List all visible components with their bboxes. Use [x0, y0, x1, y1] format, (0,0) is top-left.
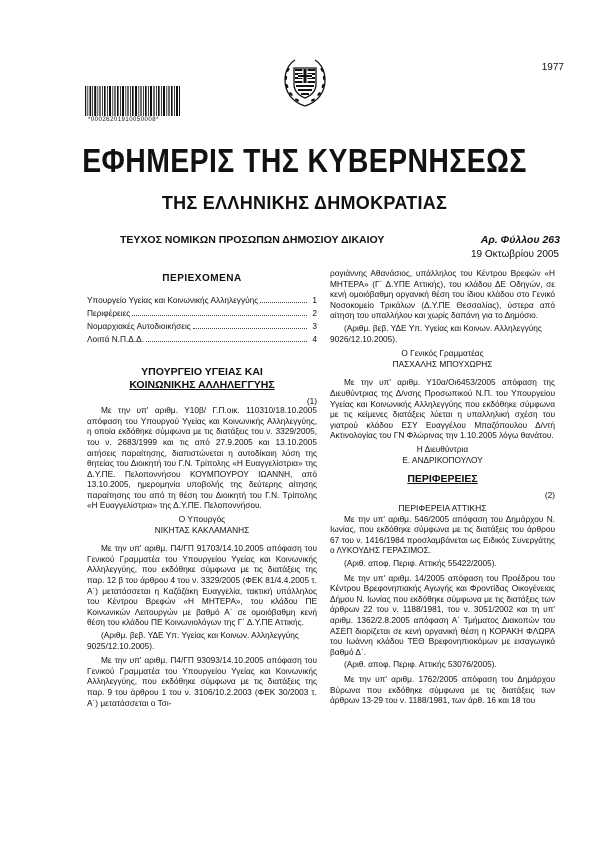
signatory-name: Ε. ΑΝΔΡΙΚΟΠΟΥΛΟΥ: [402, 454, 483, 465]
decision-paragraph: Με την υπ' αριθμ. Υ10β/ Γ.Π.οικ. 110310/18.10.2005 απόφαση του Υπουργού Υγείας και Κοινωνικής Αλληλεγγύης, η οποία εκδόθηκε σύμφωνα με τις διατάξεις του ν. 3329/2005, του ν. 2683/1999 και τις από 27.9.2005 και 13.10.2005 αιτήσεις παραίτησης, διαπιστώνεται η αυτοδίκαιη λύση της θητείας του Διοικητή του Γ.Ν. Τρίπολης «Η Ευαγγελίστρια» της Δ.Υ.ΠΕ. Πελοποννήσου ΚΟΥΜΠΟΥΡΟΥ ΙΩΑΝΝΗ, από 13.10.2005, ημερομηνία υποβολής της δεύτερης αίτησης παραίτησης του από τη θέση του Διοικητή του Γ.Ν. Τρίπολης «Η Ευαγγελίστρια» της Δ.Υ.ΠΕ. Πελοποννήσου.: [87, 405, 317, 511]
decision-paragraph-continued: ρογιάννης Αθανάσιος, υπάλληλος του Κέντρου Βρεφών «Η ΜΗΤΕΡΑ» (Γ΄ Δ.ΥΠΕ Αττικής), του κλάδου ΔΕ Οδηγών, σε κενή ομοιόβαθμη οργανική θέση του ίδιου κλάδου στο Γενικό Νοσοκομείο Τρικάλων (Δ.Υ.ΠΕ Θεσσαλίας), ύστερα από αίτηση του υπαλλήλου και χωρίς δαπάνη για το Δημόσιο.: [330, 268, 555, 321]
toc-item-label: Υπουργείο Υγείας και Κοινωνικής Αλληλεγγύης: [87, 294, 259, 305]
toc-item-page: 3: [312, 320, 317, 331]
issue-line: [120, 234, 565, 248]
toc-item[interactable]: [87, 308, 317, 319]
decision-paragraph: Με την υπ' αριθμ. Π4/ΓΠ 91703/14.10.2005 απόφαση του Γενικού Γραμματέα του Υπουργείου Υγείας και Κοινωνικής Αλληλεγγύης, που εκδόθηκε σύμφωνα με τις διατάξεις της παρ. 12 β του άρθρου 4 του ν. 3329/2005 (ΦΕΚ 81/4.4.2005 τ. Α΄) μετατάσσεται η Καζάζάκη Ευαγγελία, τακτική υπάλληλος του Κέντρου Βρεφών «Η ΜΗΤΕΡΑ», του κλάδου ΠΕ Κοινωνικών Λειτουργών με βαθμό Α΄ σε ομοιόβαθμη κενή θέση του κλάδου ΠΕ Κοινωνιολόγων της Γ΄ Δ.Υ.ΠΕ Αττικής.: [87, 543, 317, 628]
signatory-role: Ο Γενικός Γραμματέας: [401, 348, 484, 359]
item-number: (1): [306, 396, 317, 407]
decision-paragraph: Με την υπ' αριθμ. 14/2005 απόφαση του Προέδρου του Κέντρου Βρεφονηπιακής Αγωγής και Φροντίδας Οικογένειας Δήμου Ν. Ιωνίας που εκδόθηκε σύμφωνα με τις διατάξεις των άρθρων 22 του ν. 1188/1981, του ν. 3051/2002 και τη υπ' αριθμ. 1362/2.8.2005 απόφαση Α΄ Τμήματος Διακοπών του ΑΣΕΠ διορίζεται σε κενή οργανική θέση η ΚΟΡΑΚΗ ΦΛΩΡΑ του Ιωάννη κλάδου ΤΕΘ Βρεφονηπιοκόμων με εισαγωγικό βαθμό Δ΄.: [330, 572, 555, 657]
toc-item-label: Νομαρχιακές Αυτοδιοικήσεις: [87, 320, 191, 331]
toc-item[interactable]: [87, 295, 317, 306]
toc-item-label: Περιφέρειες: [87, 307, 131, 318]
decision-paragraph: Με την υπ' αριθμ. Υ10α/Οι6453/2005 απόφαση της Διευθύντριας της Δ/νσης Προσωπικού Ν.Π. του Υπουργείου Υγείας και Κοινωνικής Αλληλεγγύης που εκδόθηκε σύμφωνα με τις κείμενες διατάξεις λύεται η υπαλληλική σχέση του γιατρού κλάδου ΕΣΥ Ευαγγέλου Μπαζόπουλου Δ/ντή Ακτινολογίας του ΓΝ Φλώρινας την 1.10.2005 λόγω θανάτου.: [330, 377, 555, 441]
gazette-title: ΕΦΗΜΕΡΙΣ ΤΗΣ ΚΥΒΕΡΝΗΣΕΩΣ: [82, 142, 527, 179]
toc-leader: [132, 315, 307, 316]
decision-source: (Αριθμ. βεβ. ΥΔΕ Υπ. Υγείας και Κοινων. Αλληλεγγύης 9026/12.10.2005).: [330, 322, 542, 344]
decision-source: (Αριθ. αποφ. Περιφ. Αττικής 53076/2005).: [344, 659, 497, 670]
region-subtitle: ΠΕΡΙΦΕΡΕΙΑ ΑΤΤΙΚΗΣ: [398, 503, 487, 514]
signatory-name: ΝΙΚΗΤΑΣ ΚΑΚΛΑΜΑΝΗΣ: [154, 524, 250, 535]
ministry-section-title: [87, 366, 317, 392]
issue-sheet-number: Αρ. Φύλλου 263: [480, 234, 560, 246]
coat-of-arms-icon: [282, 58, 328, 108]
gazette-subtitle: ΤΗΣ ΕΛΛΗΝΙΚΗΣ ΔΗΜΟΚΡΑΤΙΑΣ: [161, 193, 448, 213]
right-column: [330, 268, 555, 708]
regions-section-title: [330, 473, 555, 486]
item-number: (2): [544, 490, 555, 501]
left-column: [87, 268, 317, 710]
barcode-digits: *00026201910050008*: [88, 117, 159, 123]
issue-date: 19 Οκτωβρίου 2005: [470, 249, 559, 260]
toc-list: [87, 295, 317, 345]
ministry-title-line1: ΥΠΟΥΡΓΕΙΟ ΥΓΕΙΑΣ ΚΑΙ: [141, 366, 263, 379]
ministry-title-line2: ΚΟΙΝΩΝΙΚΗΣ ΑΛΛΗΛΕΓΓΥΗΣ: [129, 379, 275, 392]
toc-item-label: Λοιπά Ν.Π.Δ.Δ.: [87, 333, 144, 344]
toc-leader: [193, 328, 307, 329]
toc-leader: [260, 302, 307, 303]
signatory-role: Η Διευθύντρια: [416, 443, 469, 454]
decision-source: (Αριθ. αποφ. Περιφ. Αττικής 55422/2005).: [344, 558, 497, 569]
decision-paragraph: Με την υπ' αριθμ. 546/2005 απόφαση του Δημάρχου Ν. Ιωνίας, που εκδόθηκε σύμφωνα με τις διατάξεις του άρθρου 67 του ν. 1416/1984 προσλαμβάνεται ως Ειδικός Συνεργάτης ο ΛΥΚΟΥΔΗΣ ΓΕΡΑΣΙΜΟΣ.: [330, 513, 555, 556]
toc-leader: [146, 341, 307, 342]
regions-title: ΠΕΡΙΦΕΡΕΙΕΣ: [407, 473, 478, 486]
signatory-role: Ο Υπουργός: [178, 514, 226, 525]
decision-source: (Αριθμ. βεβ. ΥΔΕ Υπ. Υγείας και Κοινων. Αλληλεγγύης 9025/12.10.2005).: [87, 630, 299, 651]
page-number: 1977: [541, 62, 564, 73]
toc-item[interactable]: [87, 334, 317, 345]
toc-item[interactable]: [87, 321, 317, 332]
toc-item-page: 4: [312, 333, 317, 344]
toc-item-page: 1: [312, 294, 317, 305]
issue-name: ΤΕΥΧΟΣ ΝΟΜΙΚΩΝ ΠΡΟΣΩΠΩΝ ΔΗΜΟΣΙΟΥ ΔΙΚΑΙΟΥ: [120, 234, 385, 246]
toc-item-page: 2: [312, 307, 317, 318]
signatory-name: ΠΑΣΧΑΛΗΣ ΜΠΟΥΧΩΡΗΣ: [392, 358, 493, 369]
decision-paragraph: Με την υπ' αριθμ. 1762/2005 απόφαση του Δημάρχου Βύρωνα που εκδόθηκε σύμφωνα με τις διατάξεις των άρθρων 13-29 του ν. 1188/1981, των άρθ. 16 και 18 του: [330, 674, 555, 706]
toc-heading: ΠΕΡΙΕΧΟΜΕΝΑ: [162, 273, 242, 284]
barcode-image: [85, 86, 180, 116]
decision-paragraph: Με την υπ' αριθμ. Π4/ΓΠ 93093/14.10.2005 απόφαση του Γενικού Γραμματέα του Υπουργείου Υγείας και Κοινωνικής Αλληλεγγύης, που εκδόθηκε σύμφωνα με τις διατάξεις της παρ. 9 του άρθρου 1 του ν. 3106/10.2.2003 (ΦΕΚ 30/2003 τ. Α΄) μετατάσσεται ο Τσι-: [87, 655, 317, 708]
